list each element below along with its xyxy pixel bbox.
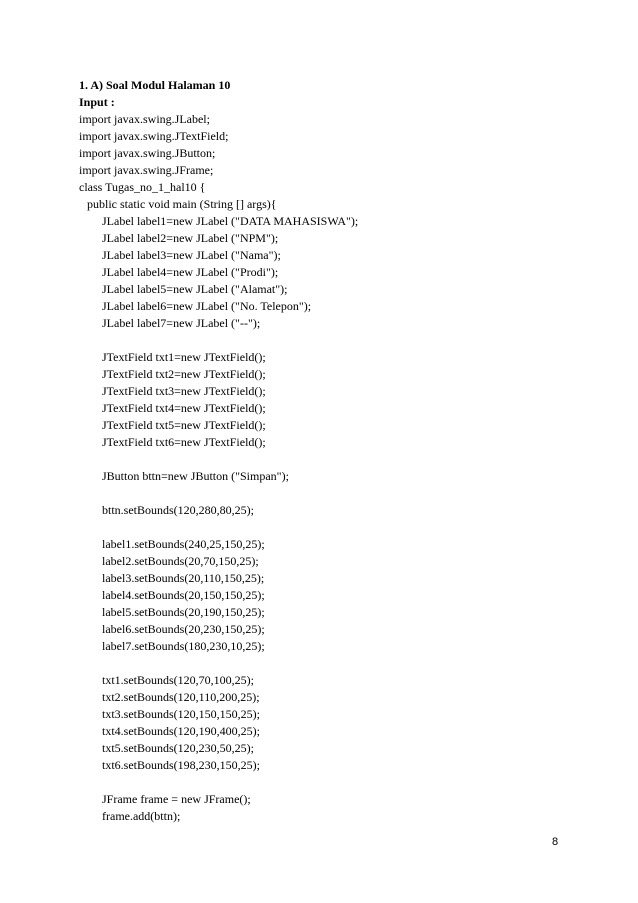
- code-line-textfield: JTextField txt6=new JTextField();: [102, 435, 266, 449]
- code-line-textfield: JTextField txt3=new JTextField();: [102, 384, 266, 398]
- code-line-label-bounds: label1.setBounds(240,25,150,25);: [102, 537, 265, 551]
- code-line-label: JLabel label4=new JLabel ("Prodi");: [102, 265, 279, 279]
- code-line-label: JLabel label3=new JLabel ("Nama");: [102, 248, 281, 262]
- code-line-button-bounds: bttn.setBounds(120,280,80,25);: [102, 503, 254, 517]
- code-line-txt-bounds: txt6.setBounds(198,230,150,25);: [102, 758, 260, 772]
- code-line-label: JLabel label2=new JLabel ("NPM");: [102, 231, 279, 245]
- blank-line: [79, 451, 599, 468]
- code-line-import: import javax.swing.JButton;: [79, 146, 216, 160]
- blank-line: [79, 774, 599, 791]
- code-line-txt-bounds: txt3.setBounds(120,150,150,25);: [102, 707, 260, 721]
- page-number: 8: [552, 836, 559, 848]
- code-line-textfield: JTextField txt4=new JTextField();: [102, 401, 266, 415]
- code-line-button: JButton bttn=new JButton ("Simpan");: [102, 469, 289, 483]
- code-line-textfield: JTextField txt2=new JTextField();: [102, 367, 266, 381]
- code-line-label-bounds: label5.setBounds(20,190,150,25);: [102, 605, 265, 619]
- code-line-label: JLabel label6=new JLabel ("No. Telepon");: [102, 299, 312, 313]
- code-line-label: JLabel label7=new JLabel ("--");: [102, 316, 261, 330]
- blank-line: [79, 332, 599, 349]
- code-line-label-bounds: label2.setBounds(20,70,150,25);: [102, 554, 259, 568]
- input-label: Input :: [79, 95, 115, 109]
- code-line-label-bounds: label7.setBounds(180,230,10,25);: [102, 639, 265, 653]
- code-line-txt-bounds: txt2.setBounds(120,110,200,25);: [102, 690, 260, 704]
- code-line-import: import javax.swing.JFrame;: [79, 163, 214, 177]
- code-line-textfield: JTextField txt1=new JTextField();: [102, 350, 266, 364]
- code-line-import: import javax.swing.JTextField;: [79, 129, 229, 143]
- code-line-txt-bounds: txt1.setBounds(120,70,100,25);: [102, 673, 254, 687]
- code-line-class: class Tugas_no_1_hal10 {: [79, 180, 206, 194]
- code-line-txt-bounds: txt5.setBounds(120,230,50,25);: [102, 741, 254, 755]
- code-line-label-bounds: label4.setBounds(20,150,150,25);: [102, 588, 265, 602]
- code-line-label-bounds: label3.setBounds(20,110,150,25);: [102, 571, 265, 585]
- code-line-frame: frame.add(bttn);: [102, 809, 181, 823]
- document-body: [79, 77, 599, 825]
- code-line-main: public static void main (String [] args){: [87, 197, 277, 211]
- code-line-frame: JFrame frame = new JFrame();: [102, 792, 251, 806]
- blank-line: [79, 519, 599, 536]
- code-line-import: import javax.swing.JLabel;: [79, 112, 210, 126]
- code-line-textfield: JTextField txt5=new JTextField();: [102, 418, 266, 432]
- blank-line: [79, 485, 599, 502]
- code-line-txt-bounds: txt4.setBounds(120,190,400,25);: [102, 724, 260, 738]
- code-line-label-bounds: label6.setBounds(20,230,150,25);: [102, 622, 265, 636]
- blank-line: [79, 655, 599, 672]
- code-line-label: JLabel label1=new JLabel ("DATA MAHASISWA");: [102, 214, 359, 228]
- section-heading: 1. A) Soal Modul Halaman 10: [79, 78, 231, 92]
- code-line-label: JLabel label5=new JLabel ("Alamat");: [102, 282, 288, 296]
